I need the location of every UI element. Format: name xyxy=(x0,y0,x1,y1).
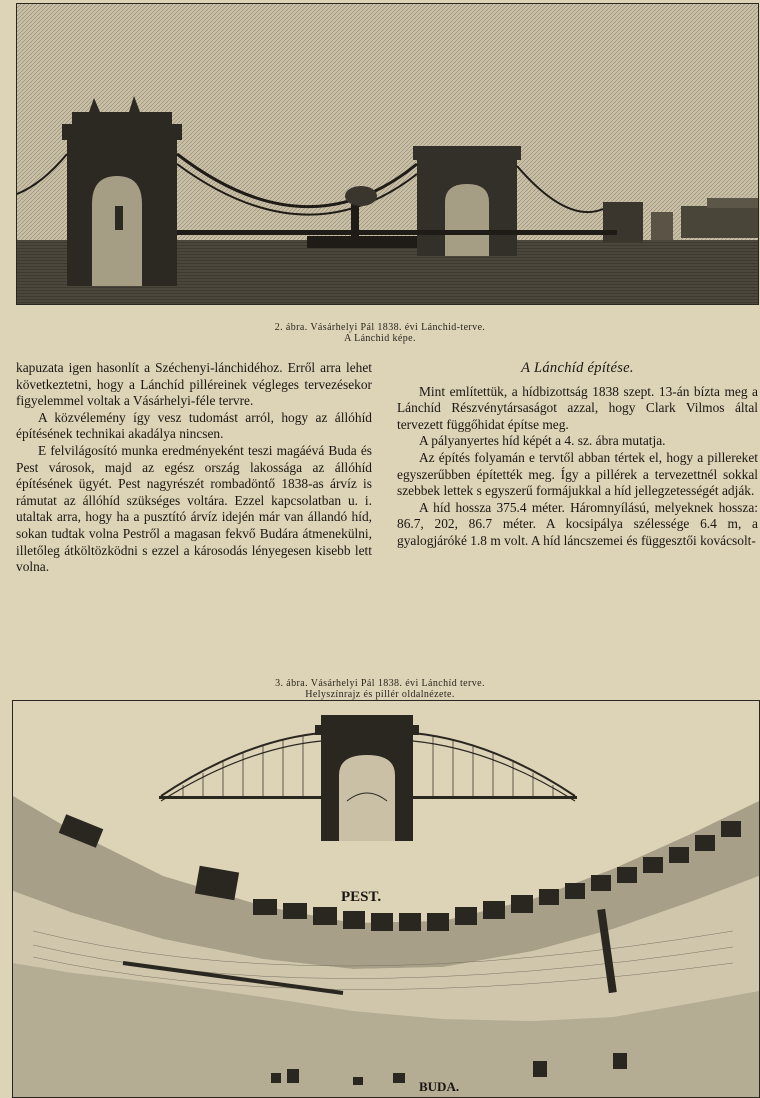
paragraph: A híd hossza 375.4 méter. Háromnyílású, melyeknek hossza: 86.7, 202, 86.7 méter. A kocsipálya szélessége 6.4 m, a gyalogjáróké 1.8 m volt. A híd láncszemei és függesztői kovácsolt- xyxy=(397,499,758,548)
paragraph: A közvélemény így vesz tudomást arról, hogy az állóhíd építésének technikai akadálya nincsen. xyxy=(16,409,372,442)
figure-3-caption xyxy=(0,678,760,700)
section-heading: A Lánchíd építése. xyxy=(521,360,634,376)
left-text-column xyxy=(16,360,372,576)
paragraph: E felvilágosító munka eredményeként teszi magáévá Buda és Pest városok, majd az egész ország lakossága az állóhíd építésének ügyét. Pest nagyrészét rombadöntő 1838-as árvíz is rámutat az állóhíd szükséges voltára. Ezzel kapcsolatban u. i. utaltak arra, hogy ha a pusztító árvíz idején már van állandó híd, sokan tudtak volna Pestről a magasan fekvő Budára átmenekülni, illetőleg átköltözködni s ezzel a károsodás lényegesen kisebb lett volna. xyxy=(16,442,372,575)
figure-1-caption xyxy=(0,322,760,344)
pier-side-view xyxy=(159,715,577,841)
figure-1-caption-subtitle: A Lánchid képe. xyxy=(344,333,416,344)
paragraph: kapuzata igen hasonlít a Széchenyi-lánchidéhoz. Erről arra lehet következtetni, hogy a Lánchíd pilléreinek végleges tervezésekor figyelemmel voltak a Vásárhelyi-féle tervre. xyxy=(16,360,372,409)
pest-label: PEST. xyxy=(341,889,382,905)
figure-1-caption-title: 2. ábra. Vásárhelyi Pál 1838. évi Lánchid-terve. xyxy=(274,322,486,333)
right-text-column xyxy=(397,360,758,550)
paragraph: A pályanyertes híd képét a 4. sz. ábra mutatja. xyxy=(419,433,666,449)
buda-label: BUDA. xyxy=(419,1079,460,1094)
figure-3-caption-title: 3. ábra. Vásárhelyi Pál 1838. évi Lánchíd terve. xyxy=(275,678,485,689)
figure-3-caption-subtitle: Helyszínrajz és pillér oldalnézete. xyxy=(305,689,455,700)
site-plan-figure xyxy=(12,700,760,1098)
bridge-engraving xyxy=(16,3,759,305)
paragraph: Mint említettük, a hídbizottság 1838 szept. 13-án bízta meg a Lánchíd Részvénytársaságot azzal, hogy Clark Vilmos által tervezett függőhidat építse meg. xyxy=(397,383,758,432)
paragraph: Az építés folyamán e tervtől abban tértek el, hogy a pillereket egyszerűbben építették meg. Így a pillérek a tervezettnél sokkal szebbek lettek s egyszerű formájukkal a híd jellegzetességét adják. xyxy=(397,449,758,499)
